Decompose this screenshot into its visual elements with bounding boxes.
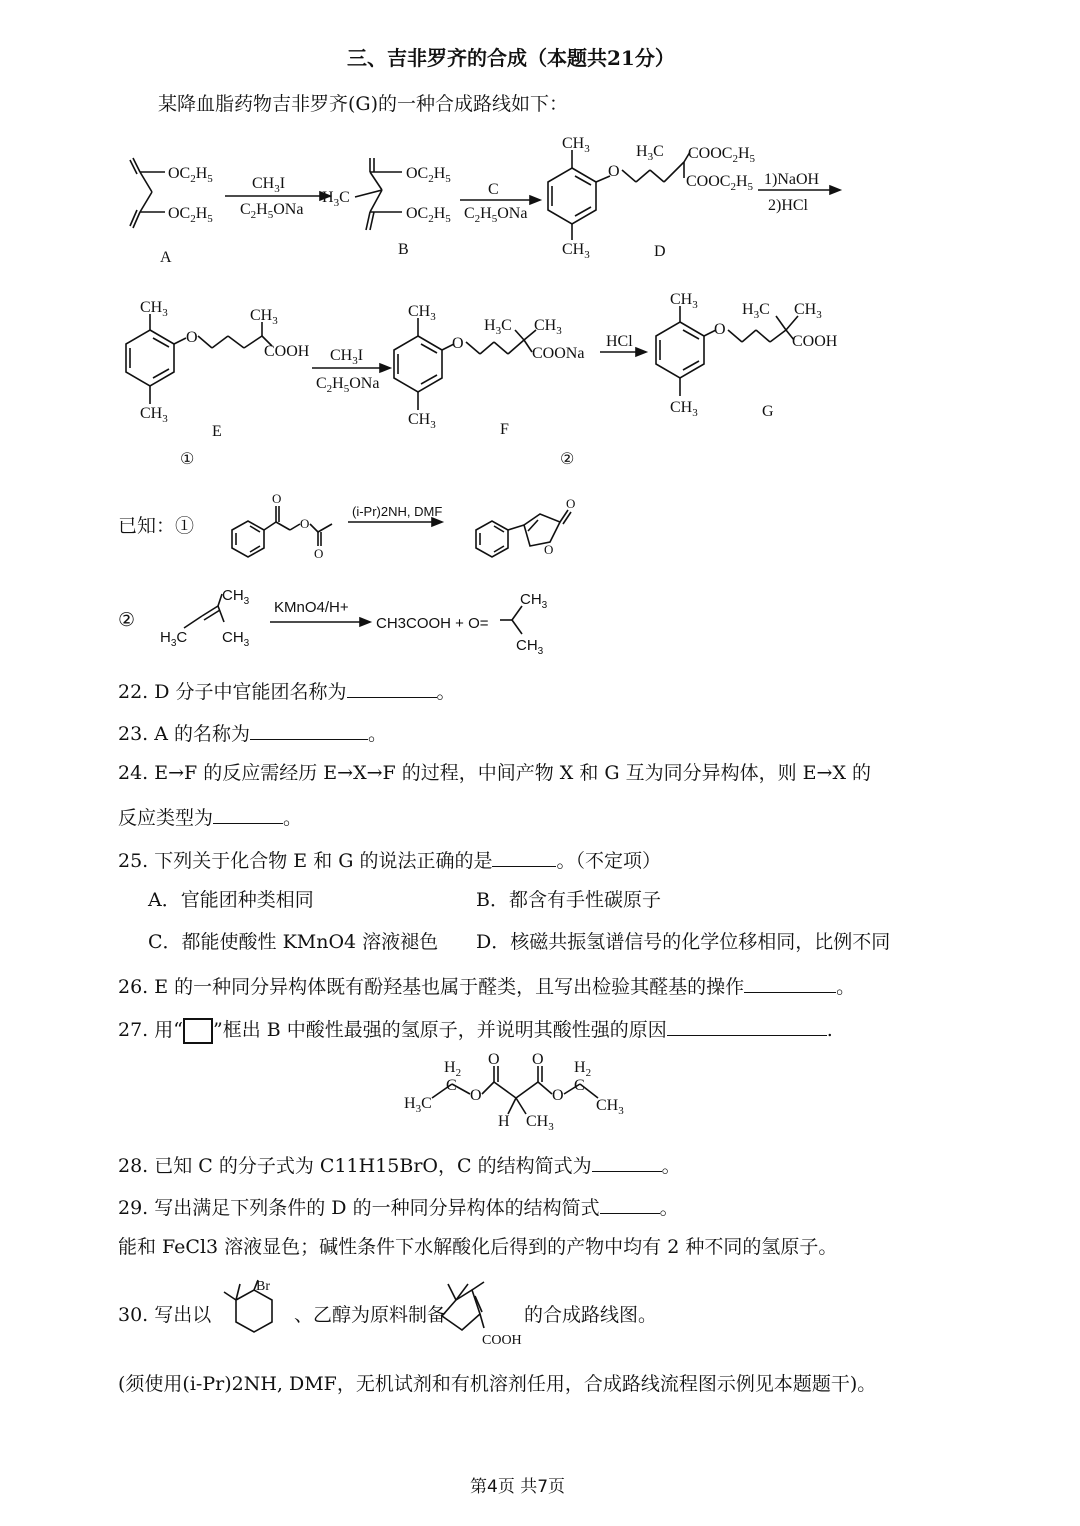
question-29: 29. 写出满足下列条件的 D 的一种同分异构体的结构简式 。 xyxy=(118,1193,679,1220)
svg-text:2)HCl: 2)HCl xyxy=(768,197,808,214)
svg-text:H2: $H_2$ xyxy=(574,1059,592,1079)
q25-option-c[interactable]: C．都能使酸性 KMnO4 溶液褪色 xyxy=(148,931,439,953)
question-28: 28. 已知 C 的分子式为 C11H15BrO，C 的结构简式为 。 xyxy=(118,1151,681,1178)
svg-text:H2: $H_2$ xyxy=(444,1059,462,1079)
svg-text:C2H5ONa: $C_2H_5ONa$ xyxy=(316,375,380,395)
q26-text: 26. E 的一种同分异构体既有酚羟基也属于醛类，且写出检验其醛基的操作 xyxy=(118,976,745,998)
svg-text:CH3: $CH_3$ xyxy=(140,299,168,319)
svg-text:1)NaOH: 1)NaOH xyxy=(764,171,820,188)
page-footer: 第4页 共7页 xyxy=(470,1477,566,1497)
svg-text:OC2H5: $OC_2H_5$ xyxy=(168,205,213,225)
known-reagent-1: (i-Pr)2NH, DMF xyxy=(352,504,443,519)
reagent-hcl: HCl xyxy=(606,333,633,350)
question-30-c: 的合成路线图。 xyxy=(524,1304,658,1326)
svg-text:O: O xyxy=(470,1087,482,1104)
label-A: A xyxy=(160,249,172,266)
svg-text:CH3: $CH_3$ xyxy=(408,411,436,431)
q27-text-a: 27. 用“ xyxy=(118,1019,183,1041)
svg-text:O: O xyxy=(608,163,620,180)
svg-text:CH3: $CH_3$ xyxy=(596,1097,624,1117)
q24-text: 反应类型为 xyxy=(118,807,214,829)
known-reagent-2: KMnO4/H+ xyxy=(274,599,349,616)
svg-text:CH3: $CH_3$ xyxy=(562,241,590,261)
question-29-condition: 能和 FeCl3 溶液显色；碱性条件下水解酸化后得到的产物中均有 2 种不同的氢原子。 xyxy=(118,1236,838,1258)
known-product-2: CH3COOH + O= xyxy=(376,615,489,632)
q28-text: 28. 已知 C 的分子式为 C11H15BrO，C 的结构简式为 xyxy=(118,1155,592,1177)
q27-answer-blank[interactable] xyxy=(667,1015,827,1036)
step-mark-2: ② xyxy=(560,451,575,468)
svg-text:CH3I: $CH_3I$ xyxy=(252,175,286,195)
label-F: F xyxy=(500,421,509,438)
svg-text:O: O xyxy=(300,516,310,531)
question-24-line1: 24. E→F 的反应需经历 E→X→F 的过程，中间产物 X 和 G 互为同分异构体，则 E→X 的 xyxy=(118,762,872,784)
q23-text: 23. A 的名称为 xyxy=(118,723,251,745)
svg-text:O: O xyxy=(532,1051,544,1068)
q25-text: 25. 下列关于化合物 E 和 G 的说法正确的是 xyxy=(118,850,493,872)
question-30-b: 、乙醇为原料制备 xyxy=(294,1304,447,1326)
svg-text:COOC2H5: $COOC_2H_5$ xyxy=(688,145,756,165)
svg-text:H3C: $H_3C$ xyxy=(636,143,664,163)
question-25 xyxy=(118,846,661,873)
q25-option-a[interactable]: A．官能团种类相同 xyxy=(148,889,314,911)
svg-text:CH3: $CH_3$ xyxy=(670,399,698,419)
q25-option-d[interactable]: D．核磁共振氢谱信号的化学位移相同，比例不同 xyxy=(476,931,891,953)
q24-answer-blank[interactable] xyxy=(213,803,283,824)
svg-text:COONa: COONa xyxy=(532,345,585,362)
svg-text:H3C: $H_3C$ xyxy=(160,629,188,649)
q25-tail: 。（不定项） xyxy=(556,850,661,872)
label-B: B xyxy=(398,241,409,258)
q26-answer-blank[interactable] xyxy=(744,972,836,993)
step-mark-1: ① xyxy=(180,451,195,468)
svg-text:C: C xyxy=(446,1077,457,1094)
svg-text:C: C xyxy=(488,181,499,198)
svg-text:O: O xyxy=(488,1051,500,1068)
compound-A xyxy=(130,158,165,228)
question-30-a: 30. 写出以 xyxy=(118,1304,212,1326)
svg-text:CH3: $CH_3$ xyxy=(794,301,822,321)
svg-text:CH3: $CH_3$ xyxy=(520,591,548,611)
svg-text:OC2H5: $OC_2H_5$ xyxy=(168,165,213,185)
q28-answer-blank[interactable] xyxy=(592,1151,662,1172)
q22-answer-blank[interactable] xyxy=(347,677,437,698)
svg-text:CH3I: $CH_3I$ xyxy=(330,347,364,367)
svg-text:CH3: $CH_3$ xyxy=(562,135,590,155)
svg-text:O: O xyxy=(714,321,726,338)
svg-text:COOH: COOH xyxy=(482,1333,522,1348)
label-G: G xyxy=(762,403,774,420)
svg-text:O: O xyxy=(314,546,324,561)
svg-text:COOH: COOH xyxy=(792,333,838,350)
compound-E xyxy=(126,314,272,404)
svg-text:C2H5ONa: $C_2H_5ONa$ xyxy=(464,205,528,225)
svg-text:OC2H5: $OC_2H_5$ xyxy=(406,165,451,185)
svg-text:O: O xyxy=(552,1087,564,1104)
svg-text:COOH: COOH xyxy=(264,343,310,360)
question-23: 23. A 的名称为 。 xyxy=(118,719,387,746)
svg-text:O: O xyxy=(452,335,464,352)
q29-text: 29. 写出满足下列条件的 D 的一种同分异构体的结构简式 xyxy=(118,1197,600,1219)
question-26: 26. E 的一种同分异构体既有酚羟基也属于醛类，且写出检验其醛基的操作 。 xyxy=(118,972,855,999)
svg-text:Br: Br xyxy=(256,1279,270,1294)
q27-text-b: ”框出 B 中酸性最强的氢原子，并说明其酸性强的原因 xyxy=(212,1019,667,1041)
svg-text:H3C: $H_3C$ xyxy=(742,301,770,321)
svg-text:CH3: $CH_3$ xyxy=(408,303,436,323)
svg-text:CH3: $CH_3$ xyxy=(526,1113,554,1133)
svg-text:CH3: $CH_3$ xyxy=(222,587,250,607)
svg-text:O: O xyxy=(544,542,554,557)
svg-text:H: H xyxy=(498,1113,510,1130)
label-E: E xyxy=(212,423,222,440)
svg-text:CH3: $CH_3$ xyxy=(516,637,544,657)
svg-text:H3C: $H_3C$ xyxy=(484,317,512,337)
svg-text:O: O xyxy=(186,329,198,346)
svg-text:H3C: $H_3C$ xyxy=(322,189,350,209)
section-title: 三、吉非罗齐的合成（本题共21分） xyxy=(347,46,675,70)
svg-text:H3C: $H_3C$ xyxy=(404,1095,432,1115)
known-reaction2-num: ② xyxy=(118,609,136,631)
question-30-note: (须使用(i-Pr)2NH, DMF，无机试剂和有机溶剂任用，合成路线流程图示例见本题题干)。 xyxy=(118,1373,877,1395)
square-box-icon xyxy=(183,1018,213,1044)
question-24-line2: 反应类型为 。 xyxy=(118,803,302,830)
svg-text:CH3: $CH_3$ xyxy=(222,629,250,649)
svg-text:O: O xyxy=(272,491,282,506)
q23-answer-blank[interactable] xyxy=(250,719,368,740)
q25-answer-blank[interactable] xyxy=(492,846,556,867)
q22-text: 22. D 分子中官能团名称为 xyxy=(118,681,347,703)
label-D: D xyxy=(654,243,666,260)
question-22: 22. D 分子中官能团名称为 。 xyxy=(118,677,456,704)
compound-F xyxy=(394,318,536,410)
svg-text:CH3: $CH_3$ xyxy=(670,291,698,311)
svg-text:OC2H5: $OC_2H_5$ xyxy=(406,205,451,225)
svg-text:O: O xyxy=(566,496,576,511)
svg-text:COOC2H5: $COOC_2H_5$ xyxy=(686,173,754,193)
compound-B xyxy=(355,158,402,230)
question-27: 27. 用“ ”框出 B 中酸性最强的氢原子，并说明其酸性强的原因 . xyxy=(118,1015,833,1044)
svg-text:CH3: $CH_3$ xyxy=(534,317,562,337)
known-label: 已知：① xyxy=(118,515,195,537)
q30-target-cyclopentene xyxy=(442,1282,484,1330)
svg-text:CH3: $CH_3$ xyxy=(140,405,168,425)
svg-text:C: C xyxy=(574,1077,585,1094)
q29-answer-blank[interactable] xyxy=(600,1193,660,1214)
q25-option-b[interactable]: B．都含有手性碳原子 xyxy=(476,889,661,911)
intro-text: 某降血脂药物吉非罗齐(G)的一种合成路线如下： xyxy=(158,93,569,115)
compound-G xyxy=(656,306,798,396)
svg-text:CH3: $CH_3$ xyxy=(250,307,278,327)
svg-text:C2H5ONa: $C_2H_5ONa$ xyxy=(240,201,304,221)
